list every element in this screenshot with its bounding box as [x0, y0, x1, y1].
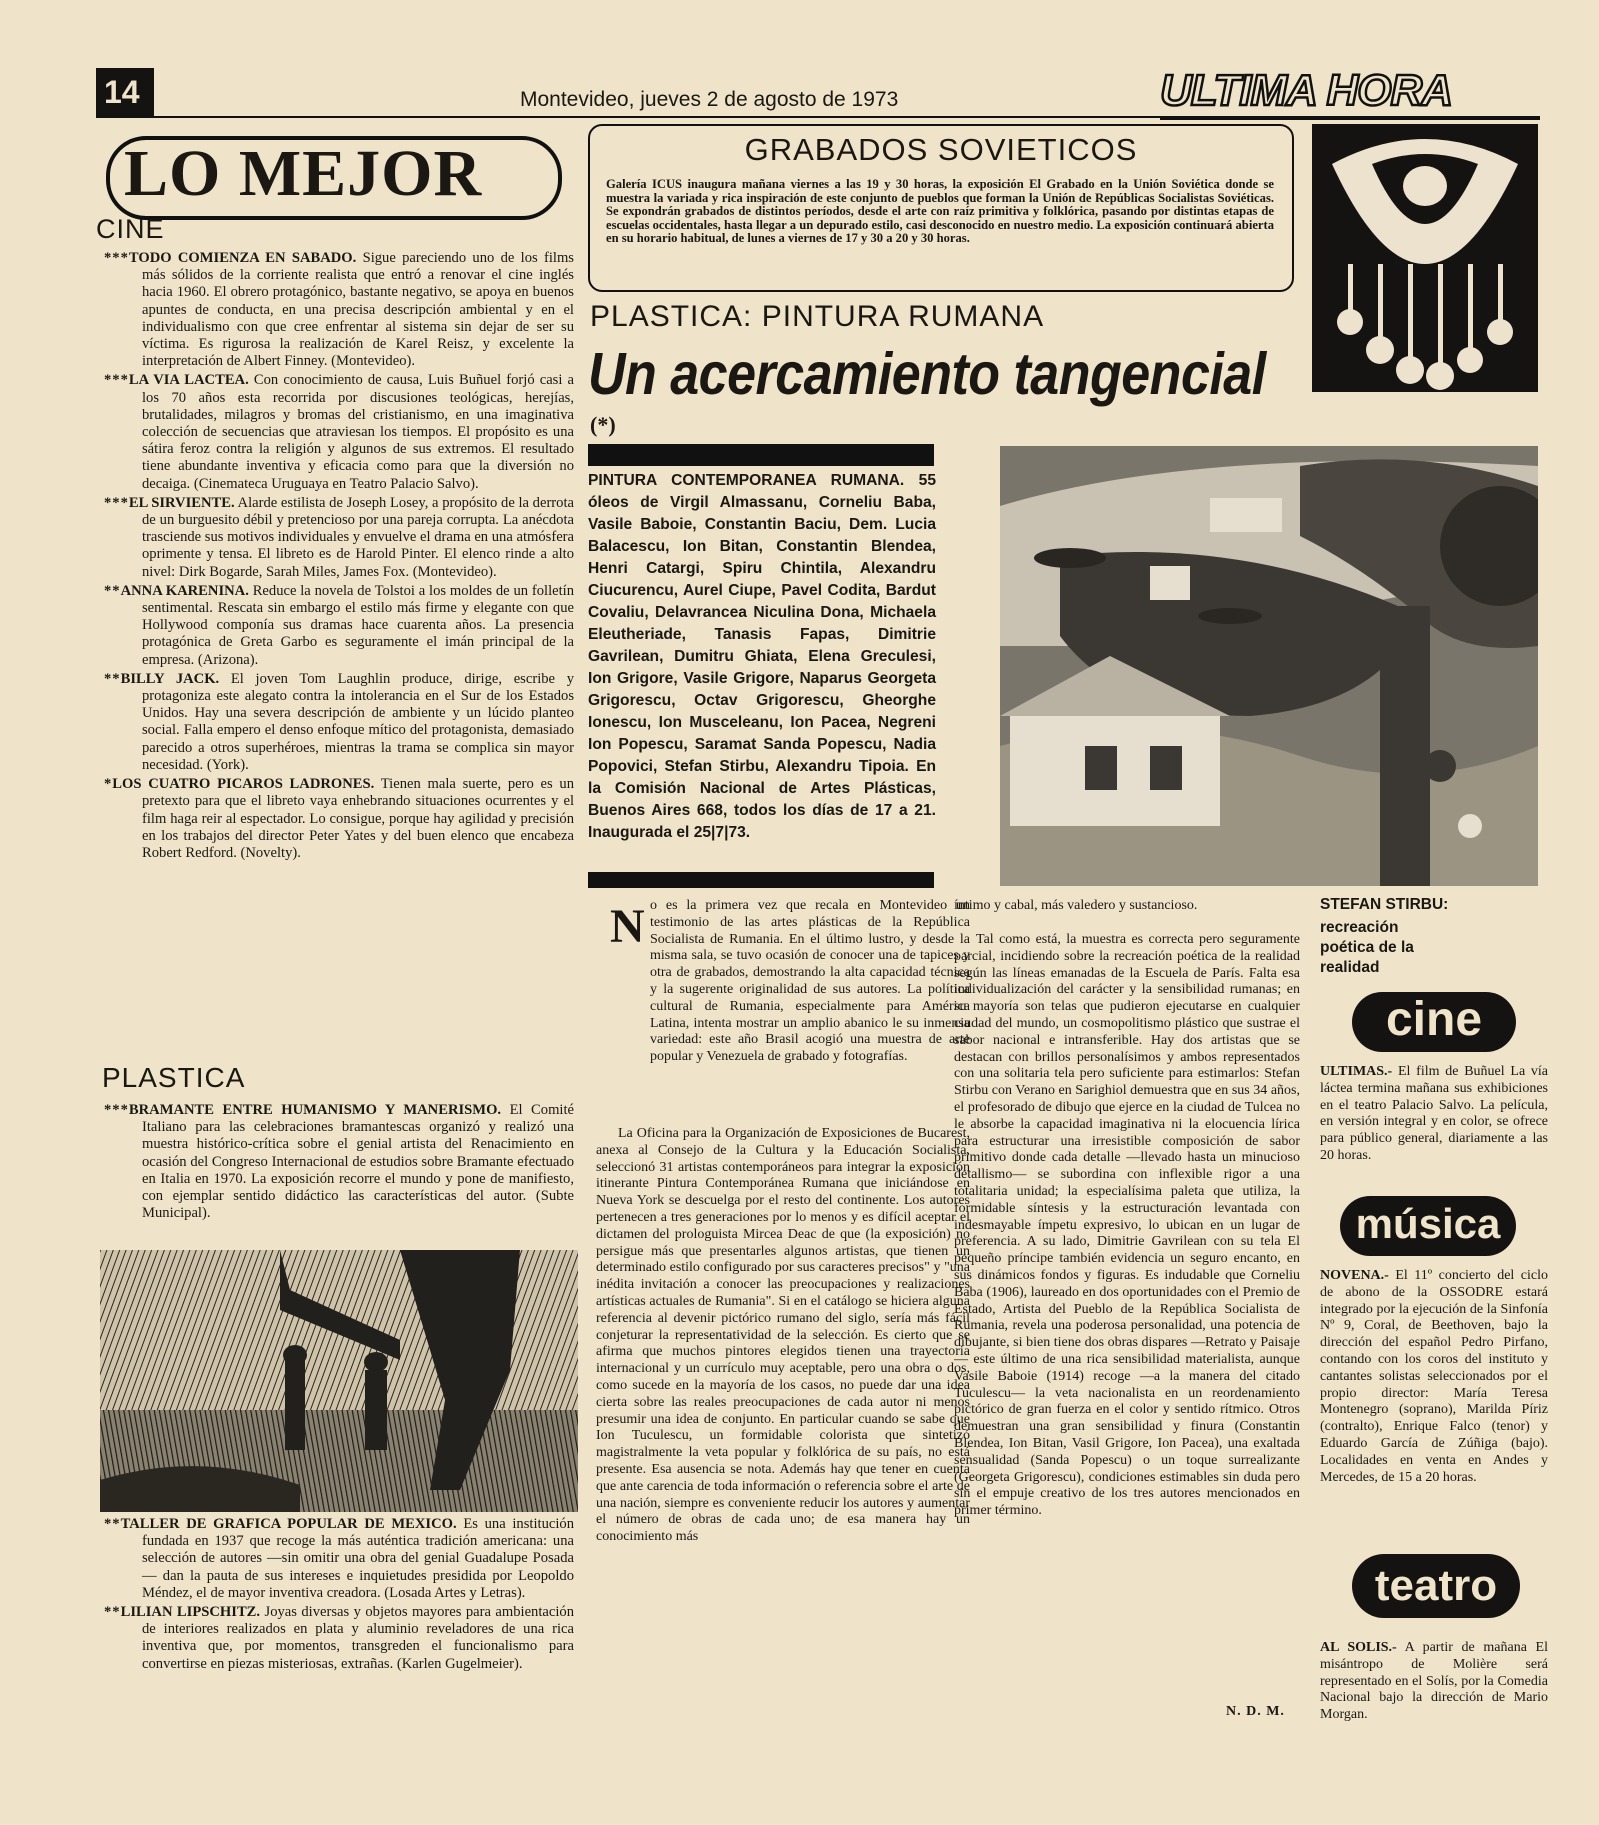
rating-stars: *** — [104, 494, 129, 511]
plastica-list-top — [104, 1102, 574, 1224]
entry-title: LOS CUATRO PICAROS LADRONES. — [112, 776, 375, 793]
masthead-rule — [96, 116, 1540, 118]
listing-entry — [104, 583, 574, 669]
entry-text: Alarde estilista de Joseph Losey, a propósito de la derrota de un burguesito débil y pretencioso por una pareja corrupta. La anécdota trasciende sus motivos individuales y envuelve el drama en una atmósfera oprimente y tensa. El libreto es de Harold Pinter. El elenco rinde a alto nivel: Dirk Bogarde, Sarah Miles, James Fox. (Montevideo). — [142, 494, 575, 580]
entry-text: Con conocimiento de causa, Luis Buñuel forjó casi a los 70 años esta recorrida por discusiones teológicas, herejías, brutalidades, milagros y bromas del cristianismo, en una imaginativa colección de secuencias que atraviesan los tiempos. El propósito es una sátira feroz contra la religión y algunos de sus extremos. El resultado tiene abundante inventiva y eficacia como para que la diversión no decaiga. (Cinemateca Uruguaya en Teatro Palacio Salvo). — [142, 372, 575, 492]
rating-stars: *** — [104, 1102, 129, 1118]
lo-mejor-title: LO MEJOR — [124, 137, 483, 210]
entry-text: Joyas diversas y objetos mayores para ambientación de interiores realizados en plata y aluminio reveladores de una rica inventiva que, por momentos, transgreden el funcionalismo para convertirse en piezas misteriosas, extrañas. (Karlen Gugelmeier). — [142, 1604, 574, 1672]
abstract-graphic — [1312, 124, 1538, 392]
rating-stars: ** — [104, 1604, 121, 1621]
masthead-logo-text: ULTIMA HORA — [1160, 66, 1453, 115]
painting-village-illustration — [1000, 446, 1538, 886]
listing-entry — [104, 1604, 574, 1673]
grabados-title: GRABADOS SOVIETICOS — [744, 132, 1138, 167]
article-kicker: PLASTICA: PINTURA RUMANA — [590, 300, 1045, 333]
entry-text: Tienen mala suerte, pero es un pretexto para que el libreto vaya enhebrando situaciones ocurrentes y el film haga reir al espectador. Lo consigue, porque hay agilidad y precisión en los trabajos del director Peter Yates y del buen elenco que encabeza Robert Redford. (Novelty). — [142, 776, 574, 861]
cine-badge-label: cine — [1385, 993, 1483, 1046]
plastica-section-heading: PLASTICA — [102, 1062, 246, 1093]
entry-title: ANNA KARENINA. — [120, 582, 249, 599]
musica-badge-label: música — [1355, 1200, 1501, 1247]
rating-stars: ** — [104, 582, 121, 599]
musica-notice-title: NOVENA.- — [1320, 1268, 1389, 1283]
article-col1-intro: o es la primera vez que recala en Montevideo un testimonio de las artes plásticas de la República Socialista de Rumania. En el último lustro, y desde la misma sala, se tuvo ocasión de conocer una de tapices y otra de grabados, demostrando la alta capacidad técnica y la sugerente originalidad de sus autores. La política cultural de Rumania, especialmente para América Latina, intenta mostrar un amplio abanico le su inmensa variedad: este año Brasil acogió una muestra de arte popular y Venezuela de grabado y fotografías. — [650, 898, 970, 1065]
article-col2: Tal como está, la muestra es correcta pero seguramente parcial, incidiendo sobre la recreación poética de la realidad según las líneas emanadas de la Escuela de París. Falta esa individualización del carácter y la sensibilidad rumanas; en su mayoría son telas que pudieron ejecutarse en cualquier ciudad del mundo, un cosmopolitismo plástico que sustrae el sabor nacional e intransferible. Hay dos artistas que se destacan con brillos personalísimos y ambos representados con una solitaria tela pero suficiente para estimarlos: Stefan Stirbu con Verano en Sarighiol demuestra que en sus 34 años, el profesorado de dibujo que ejerce en la ciudad de Tulcea no le absorbe la capacidad imaginativa ni la elocuencia lírica para estructurar una irresistible composición de sabor primitivo donde cada detalle —llevado hasta un minucioso detallismo— se subordina con inflexible rigor a una totalitaria unidad; la especialísima paleta que utiliza, la formidable síntesis y la estructuración levantada con indesmayable ímpetu expresivo, lo ubican en un lugar de preferencia. A su lado, Dimitrie Gavrilean con su tela El pequeño príncipe también evidencia un seguro encanto, en sus dinámicos fondos y figuras. Es indudable que Corneliu Baba (1906), laureado en dos oportunidades con el Premio de Estado, Artista del Pueblo de la República Socialista de Rumania, revela una poderosa personalidad, una potencia de dibujante, si bien tiene dos obras dispares —Retrato y Paisaje— este último de una rica sensibilidad materialista, aunque Vasile Baboie (1914) recoge —a la manera del citado Tuculescu— la veta nacionalista en un reordenamiento pictórico de gran fuerza en el color y sentido rítmico. Otros demuestran una gran sensibilidad y finura (Constantin Blendea, Ion Bitan, Vasil Grigore, Ion Pacea), una exaltada sensualidad (Sanda Popescu) o un toque surrealizante (Georgeta Grigorescu), condiciones estimables sin duda pero sin el empuje creativo de los tres autores mencionados en primer término. — [954, 932, 1300, 1519]
infobox-bottom-bar — [588, 872, 934, 888]
article-dropcap: N — [610, 900, 645, 953]
article-col2-top: íntimo y cabal, más valedero y sustancioso. — [954, 898, 1198, 913]
listing-entry — [104, 372, 574, 492]
woodcut-illustration — [100, 1250, 578, 1512]
listing-entry — [104, 1516, 574, 1602]
entry-title: TODO COMIENZA EN SABADO. — [128, 250, 357, 266]
rating-stars: *** — [104, 250, 129, 266]
painting-caption-artist: STEFAN STIRBU: — [1320, 896, 1449, 913]
entry-title: TALLER DE GRAFICA POPULAR DE MEXICO. — [120, 1516, 457, 1532]
grabados-text: Galería ICUS inaugura mañana viernes a las 19 y 30 horas, la exposición El Grabado en la Unión Soviética donde se muestra la variada y rica inspiración de este conjunto de pueblos que forman la Unión de Repúblicas Socialistas Soviéticas. Se expondrán grabados de distintos períodos, desde el arte con raíz primitiva y folklórica, pasando por distintas etapas de escuelas occidentales, hasta llegar a un depurado estilo, casi desconocido en nuestro medio. La exposición continuará abierta en su horario habitual, de lunes a viernes de 17 y 30 a 20 y 30 horas. — [606, 177, 1274, 246]
teatro-notice-text: A partir de mañana El misántropo de Molière será representado en el Solís, por la Comedia Nacional bajo la dirección de Mario Morgan. — [1320, 1640, 1549, 1723]
cine-list — [104, 250, 574, 864]
teatro-badge-label: teatro — [1374, 1561, 1498, 1610]
listing-entry — [104, 495, 574, 581]
infobox-label: PINTURA CONTEMPORANEA RUMANA. 55 óleos de Virgil Almassanu, Corneliu Baba, Vasile Baboie, Constantin Baciu, Dem. Lucia Balacescu, Ion Bitan, Constantin Blendea, Henri Catargi, Spiru Chintila, Alexandru Ciucurencu, Aurel Ciupe, Pavel Codita, Bardut Covaliu, Delavrancea Niculina Dona, Michaela Eleutheriade, Tanasis Fapas, Dimitrie Gavrilean, Dumitru Ghiata, Elena Greculesi, Ion Grigore, Vasile Grigore, Naparus Georgeta Grigorescu, Octav Grigorescu, Gheorghe Ionescu, Ion Musceleanu, Ion Pacea, Negreni Ion Popescu, Saramat Sanda Popescu, Nadia Popovici, Stefan Stirbu, Alexandru Tipoia. En la Comisión Nacional de Artes Plásticas, Buenos Aires 668, todos los días de 17 a 21. Inaugurada el 25|7|73. — [588, 472, 936, 841]
entry-title: LA VIA LACTEA. — [128, 372, 249, 389]
teatro-notice — [1320, 1640, 1548, 1724]
listing-entry — [104, 776, 574, 862]
article-signature: N. D. M. — [1226, 1704, 1285, 1719]
cine-notice-text: El film de Buñuel La vía láctea termina mañana sus exhibiciones en el teatro Palacio Salvo. La película, en versión integral y en color, se ofrece para público general, diariamente a las 20 horas. — [1320, 1064, 1549, 1163]
article-rating: (*) — [590, 412, 616, 437]
plastica-list-bottom — [104, 1516, 574, 1675]
entry-text: Es una institución fundada en 1937 que recoge la más auténtica tradición americana: una selección de autores —sin omitir una obra del genial Guadalupe Posada— dan la pauta de sus intereses e inquietudes presidida por Leopoldo Méndez, el de mayor inventiva creadora. (Losada Artes y Letras). — [142, 1516, 574, 1601]
teatro-notice-title: AL SOLIS.- — [1320, 1640, 1397, 1655]
rating-stars: ** — [104, 670, 121, 687]
entry-title: EL SIRVIENTE. — [128, 494, 235, 511]
listing-entry — [104, 671, 574, 774]
dateline: Montevideo, jueves 2 de agosto de 1973 — [520, 88, 899, 111]
musica-notice — [1320, 1268, 1548, 1486]
painting-image — [1000, 446, 1538, 886]
cine-section-heading: CINE — [96, 214, 165, 244]
rating-stars: *** — [104, 372, 129, 389]
page-number: 14 — [104, 74, 140, 110]
article-headline: Un acercamiento tangencial — [588, 341, 1266, 408]
rating-stars: ** — [104, 1516, 121, 1532]
cine-notice-title: ULTIMAS.- — [1320, 1064, 1393, 1079]
cine-notice — [1320, 1064, 1548, 1165]
woodcut-image — [100, 1250, 578, 1512]
listing-entry — [104, 250, 574, 370]
masthead-logo — [1160, 66, 1540, 120]
abstract-eye-illustration — [1312, 124, 1538, 392]
entry-title: BRAMANTE ENTRE HUMANISMO Y MANERISMO. — [128, 1102, 502, 1118]
painting-caption-text: recreación poética de la realidad — [1320, 919, 1414, 976]
entry-title: BILLY JACK. — [120, 670, 220, 687]
entry-text: Sigue pareciendo uno de los films más sólidos de la corriente realista que entró a renovar el cine inglés hacia 1960. El obrero protagónico, bastante negativo, se apoya en buenos apuntes de conducta, en una precisa descripción ambiental y en el individualismo con que cree enfrentar al sistema sin dejar de ser su víctima. Es rigurosa la realización de Karel Reisz, y excelente la interpretación de Albert Finney. (Montevideo). — [142, 250, 574, 370]
entry-text: El Comité Italiano para las celebraciones bramantescas organizó y realizó una muestra histórico-crítica sobre el genial artista del Renacimiento en ocasión del Congreso Internacional de estudios sobre Bramante efectuado en Italia en 1970. La exposición recorre el mundo y pone de manifiesto, con ejemplar sentido didáctico las características del autor. (Subte Municipal). — [142, 1102, 575, 1222]
listing-entry — [104, 1102, 574, 1222]
article-col1: La Oficina para la Organización de Exposiciones de Bucarest, anexa al Consejo de la Cultura y la Educación Socialista, seleccionó 31 artistas contemporáneos para integrar la exposición itinerante Pintura Contemporánea Rumana que iniciándose en Nueva York se descuelga por el resto del continente. Los autores pertenecen a tres generaciones por lo menos y es difícil aceptar el dictamen del prologuista Mircea Deac de que (la exposición) no persigue más que presentarles algunos artistas, que tienen un determinado estilo configurado por sus caracteres precisos" y "una inédita invitación a conocer las preocupaciones y realizaciones artísticas actuales de Rumania". Si en el catálogo se hiciera alguna referencia al devenir pictórico rumano del siglo, sería más fácil conjeturar la representatividad de la selección. Es cierto que se afirma que muchos pintores elegidos tienen una trayectoria internacional y un currículo muy aceptable, pero una obra o dos, como sucede en la mayoría de los casos, no puede dar una idea cierta sobre las reales preocupaciones de cada autor ni menos presumir una idea de conjunto. En particular cuando se sabe que Ion Tuculescu, un formidable colorista que sintetizó magistralmente la veta popular y folklórica de su país, no está presente. Esa ausencia se nota. Además hay que tener en cuenta que ante carencia de toda información o referencia sobre el arte de una nación, siempre es conveniente reducir los autores y aumentar el número de obras de cada uno; de esa manera hay un conocimiento más — [596, 1126, 970, 1545]
entry-title: LILIAN LIPSCHITZ. — [120, 1604, 261, 1621]
rating-stars: * — [104, 776, 113, 793]
entry-text: Reduce la novela de Tolstoi a los moldes de un folletín sentimental. Rescata sin embargo el estilo más firme y elegante con que Hollywood componía sus dramas hace cuarenta años. La presencia protagónica de Greta Garbo es seguramente el imán principal de la empresa. (Arizona). — [142, 582, 575, 668]
infobox-text — [588, 470, 936, 844]
entry-text: El joven Tom Laughlin produce, dirige, escribe y protagoniza este alegato contra la intolerancia en el Sur de los Estados Unidos. Hay una severa descripción de ambiente y un lúcido planteo social. Falla empero el denso enfoque mítico del protagonista, demasiado parecido a otros superhéroes, mientras la trama se complica sin mayor necesidad. (York). — [142, 670, 575, 773]
musica-notice-text: El 11º concierto del ciclo de abono de la OSSODRE estará integrado por la ejecución de la Sinfonía Nº 9, Coral, de Beethoven, bajo la dirección del español Pedro Pirfano, contando con los coros del instituto y cantantes solistas seleccionados por el propio director: María Teresa Montenegro (soprano), Marilda Píriz (contralto), Enrique Falco (tenor) y Eduardo García de Zúñiga (bajo). Localidades en venta en Andes y Mercedes, de 15 a 20 horas. — [1320, 1268, 1548, 1485]
infobox-top-bar — [588, 444, 934, 466]
